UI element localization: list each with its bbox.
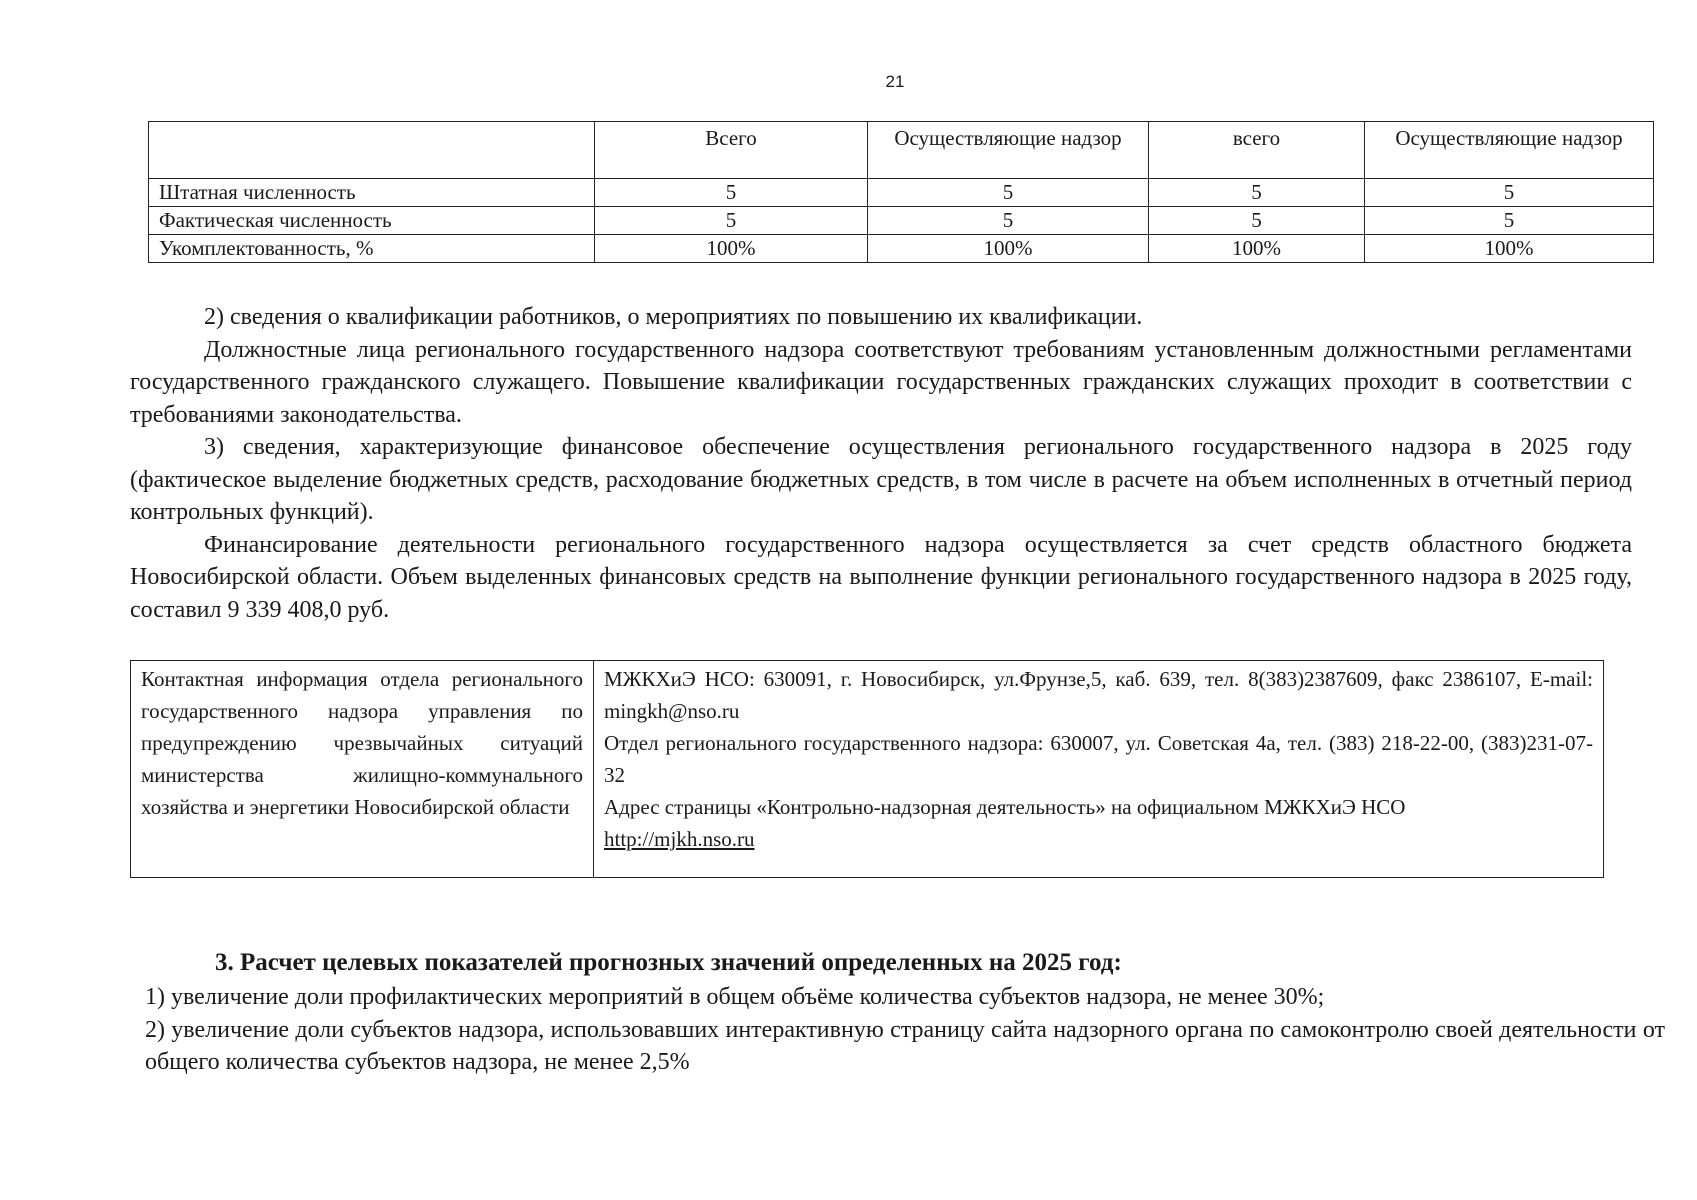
contact-row: [131, 661, 1604, 878]
table-cell: 5: [595, 179, 868, 207]
table-cell: 100%: [595, 235, 868, 263]
table-cell: 5: [1149, 207, 1365, 235]
contact-label: Контактная информация отдела регионального государственного надзора управления по предупреждению чрезвычайных ситуаций министерства жилищно-коммунального хозяйства и энергетики Новосибирской области: [131, 661, 594, 878]
table-row: [149, 179, 1654, 207]
target-list: [145, 981, 1665, 1079]
table-cell: 5: [1149, 179, 1365, 207]
row-label: Штатная численность: [149, 179, 595, 207]
row-label: Фактическая численность: [149, 207, 595, 235]
header-cell: Осуществляющие надзор: [868, 122, 1149, 179]
contact-line: Отдел регионального государственного надзора: 630007, ул. Советская 4а, тел. (383) 218-22-00, (383)231-07-32: [604, 731, 1593, 787]
contact-table: [130, 660, 1604, 878]
list-item: 2) увеличение доли субъектов надзора, использовавших интерактивную страницу сайта надзорного органа по самоконтролю своей деятельности от общего количества субъектов надзора, не менее 2,5%: [145, 1016, 1665, 1075]
table-cell: 5: [1365, 207, 1654, 235]
list-item: 1) увеличение доли профилактических мероприятий в общем объёме количества субъектов надзора, не менее 30%;: [145, 984, 1325, 1010]
paragraph: 2) сведения о квалификации работников, о мероприятиях по повышению их квалификации.: [204, 304, 1143, 330]
paragraph: 3) сведения, характеризующие финансовое обеспечение осуществления регионального государственного надзора в 2025 году (фактическое выделение бюджетных средств, расходование бюджетных средств, в том числе в расчете на объем исполненных в отчетный период контрольных функций).: [130, 434, 1632, 525]
section-title: 3. Расчет целевых показателей прогнозных значений определенных на 2025 год:: [215, 949, 1122, 976]
contact-details: [594, 661, 1604, 878]
table-cell: 5: [868, 179, 1149, 207]
table-cell: 100%: [1365, 235, 1654, 263]
website-link[interactable]: http://mjkh.nso.ru: [604, 827, 755, 851]
header-cell: Всего: [595, 122, 868, 179]
body-text: [130, 301, 1632, 626]
staff-table: [148, 121, 1654, 263]
table-cell: 5: [868, 207, 1149, 235]
table-cell: 100%: [1149, 235, 1365, 263]
header-cell: всего: [1149, 122, 1365, 179]
header-cell: [149, 122, 595, 179]
table-cell: 100%: [868, 235, 1149, 263]
table-row: [149, 207, 1654, 235]
table-cell: 5: [595, 207, 868, 235]
paragraph: Должностные лица регионального государственного надзора соответствуют требованиям установленным должностными регламентами государственного гражданского служащего. Повышение квалификации государственных гражданских служащих проходит в соответствии с требованиями законодательства.: [130, 336, 1632, 428]
table-row: [149, 235, 1654, 263]
page-number: 21: [885, 72, 905, 91]
staff-table-header-row: [149, 122, 1654, 179]
header-cell: Осуществляющие надзор: [1365, 122, 1654, 179]
paragraph: Финансирование деятельности регионального государственного надзора осуществляется за счет средств областного бюджета Новосибирской области. Объем выделенных финансовых средств на выполнение функции регионального государственного надзора в 2025 году, составил 9 339 408,0 руб.: [130, 531, 1632, 623]
contact-line: МЖКХиЭ НСО: 630091, г. Новосибирск, ул.Фрунзе,5, каб. 639, тел. 8(383)2387609, факс 2386107, E-mail: mingkh@nso.ru: [604, 667, 1593, 723]
row-label: Укомплектованность, %: [149, 235, 595, 263]
table-cell: 5: [1365, 179, 1654, 207]
contact-line: Адрес страницы «Контрольно-надзорная деятельность» на официальном МЖКХиЭ НСО: [604, 795, 1406, 819]
